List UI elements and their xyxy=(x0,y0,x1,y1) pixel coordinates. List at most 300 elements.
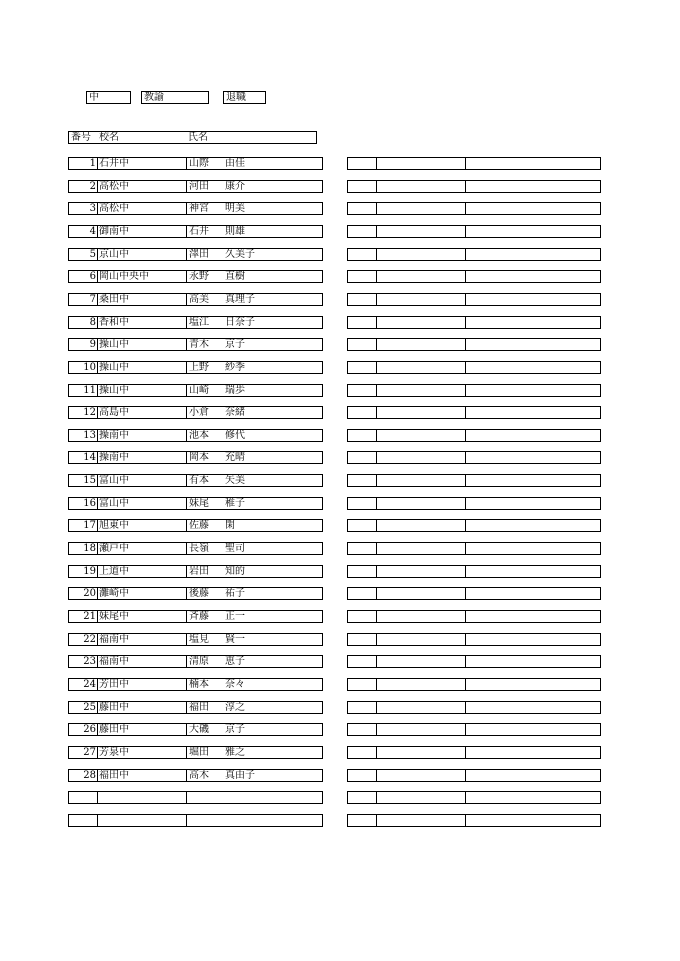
blank-cell xyxy=(465,339,601,350)
row-given-name: 奈緒 xyxy=(225,407,245,418)
blank-cell xyxy=(376,498,465,509)
blank-cell xyxy=(348,588,376,599)
status-field: 退職 xyxy=(223,91,266,104)
row-number: 5 xyxy=(89,249,96,260)
row-family-name: 楠本 xyxy=(189,679,209,690)
row-name xyxy=(186,407,322,418)
row-family-name: 永野 xyxy=(189,271,209,282)
blank-cell xyxy=(376,702,465,713)
row-given-name: 京子 xyxy=(225,724,245,735)
row-name xyxy=(186,271,322,282)
blank-row xyxy=(347,723,601,736)
row-name xyxy=(186,656,322,667)
blank-cell xyxy=(376,543,465,554)
blank-row xyxy=(347,791,601,804)
blank-cell xyxy=(348,498,376,509)
row-school: 操山中 xyxy=(97,385,186,396)
blank-cell xyxy=(465,611,601,622)
blank-cell xyxy=(465,702,601,713)
row-school: 瀬戸中 xyxy=(97,543,186,554)
row-family-name: 有本 xyxy=(189,475,209,486)
row-name xyxy=(186,679,322,690)
blank-cell xyxy=(348,249,376,260)
blank-row xyxy=(347,406,601,419)
row-number: 6 xyxy=(89,271,96,282)
row-name xyxy=(186,566,322,577)
row-number: 13 xyxy=(83,430,96,441)
row-family-name: 高木 xyxy=(189,770,209,781)
row-number: 19 xyxy=(83,566,96,577)
blank-row xyxy=(347,202,601,215)
row-name xyxy=(186,588,322,599)
row-given-name: 康介 xyxy=(225,181,245,192)
table-row xyxy=(68,701,323,714)
row-school: 京山中 xyxy=(97,249,186,260)
row-school: 芳田中 xyxy=(97,679,186,690)
blank-cell xyxy=(376,294,465,305)
row-family-name: 斉藤 xyxy=(189,611,209,622)
row-school: 石井中 xyxy=(97,158,186,169)
blank-row xyxy=(347,814,601,827)
blank-cell xyxy=(465,158,601,169)
row-number: 28 xyxy=(83,770,96,781)
row-family-name: 青木 xyxy=(189,339,209,350)
row-given-name: 聖司 xyxy=(225,543,245,554)
row-number: 20 xyxy=(83,588,96,599)
blank-row xyxy=(347,225,601,238)
blank-cell xyxy=(465,249,601,260)
blank-cell xyxy=(465,770,601,781)
row-family-name: 妹尾 xyxy=(189,498,209,509)
row-name xyxy=(186,792,322,803)
row-given-name: 祐子 xyxy=(225,588,245,599)
row-school: 操山中 xyxy=(97,339,186,350)
blank-cell xyxy=(376,815,465,826)
table-row xyxy=(68,338,323,351)
blank-cell xyxy=(348,543,376,554)
row-family-name: 山際 xyxy=(189,158,209,169)
blank-cell xyxy=(376,203,465,214)
table-row xyxy=(68,406,323,419)
blank-cell xyxy=(348,566,376,577)
blank-cell xyxy=(465,294,601,305)
table-row xyxy=(68,270,323,283)
row-school: 操南中 xyxy=(97,430,186,441)
row-number: 24 xyxy=(83,679,96,690)
row-given-name: 久美子 xyxy=(225,249,255,260)
blank-row xyxy=(347,338,601,351)
row-number: 25 xyxy=(83,702,96,713)
row-family-name: 佐藤 xyxy=(189,520,209,531)
blank-cell xyxy=(348,362,376,373)
row-name xyxy=(186,724,322,735)
row-school: 御南中 xyxy=(97,226,186,237)
blank-row xyxy=(347,270,601,283)
row-school: 操山中 xyxy=(97,362,186,373)
row-school: 藤田中 xyxy=(97,724,186,735)
row-given-name: 明美 xyxy=(225,203,245,214)
table-row xyxy=(68,633,323,646)
row-name xyxy=(186,452,322,463)
table-row xyxy=(68,474,323,487)
row-given-name: 矢美 xyxy=(225,475,245,486)
row-name xyxy=(186,181,322,192)
blank-cell xyxy=(376,566,465,577)
row-given-name: 恵子 xyxy=(225,656,245,667)
row-name xyxy=(186,294,322,305)
table-row xyxy=(68,655,323,668)
row-school: 操南中 xyxy=(97,452,186,463)
blank-cell xyxy=(376,407,465,418)
row-number: 12 xyxy=(83,407,96,418)
row-family-name: 岩田 xyxy=(189,566,209,577)
table-row xyxy=(68,225,323,238)
row-school: 福南中 xyxy=(97,656,186,667)
blank-cell xyxy=(348,158,376,169)
blank-row xyxy=(347,474,601,487)
table-row xyxy=(68,202,323,215)
row-given-name: 修代 xyxy=(225,430,245,441)
blank-row xyxy=(347,565,601,578)
column-header-row xyxy=(68,131,317,144)
row-number: 17 xyxy=(83,520,96,531)
row-family-name: 池本 xyxy=(189,430,209,441)
row-school: 藤田中 xyxy=(97,702,186,713)
blank-cell xyxy=(465,452,601,463)
blank-row xyxy=(347,497,601,510)
table-row xyxy=(68,542,323,555)
blank-row xyxy=(347,633,601,646)
row-name xyxy=(186,770,322,781)
row-school: 岡山中央中 xyxy=(97,271,186,282)
blank-cell xyxy=(376,611,465,622)
row-name xyxy=(186,385,322,396)
blank-cell xyxy=(348,339,376,350)
blank-row xyxy=(347,293,601,306)
row-number: 1 xyxy=(89,158,96,169)
row-given-name: 由佳 xyxy=(225,158,245,169)
position-field: 教諭 xyxy=(141,91,209,104)
table-row xyxy=(68,610,323,623)
row-number: 9 xyxy=(89,339,96,350)
table-row xyxy=(68,497,323,510)
column-header-number: 番号 xyxy=(71,132,91,143)
row-name xyxy=(186,249,322,260)
blank-cell xyxy=(465,543,601,554)
blank-cell xyxy=(348,430,376,441)
blank-cell xyxy=(348,679,376,690)
table-row xyxy=(68,180,323,193)
blank-cell xyxy=(465,588,601,599)
row-name xyxy=(186,158,322,169)
row-given-name: 閑 xyxy=(225,520,235,531)
row-number: 23 xyxy=(83,656,96,667)
row-number xyxy=(69,792,97,803)
blank-row xyxy=(347,157,601,170)
level-field: 中 xyxy=(86,91,131,104)
row-given-name: 直樹 xyxy=(225,271,245,282)
row-given-name: 知的 xyxy=(225,566,245,577)
row-name xyxy=(186,815,322,826)
blank-cell xyxy=(348,770,376,781)
row-number: 8 xyxy=(89,317,96,328)
blank-cell xyxy=(348,634,376,645)
table-row xyxy=(68,361,323,374)
blank-cell xyxy=(465,498,601,509)
blank-cell xyxy=(376,656,465,667)
row-school: 桑田中 xyxy=(97,294,186,305)
blank-cell xyxy=(376,634,465,645)
row-school: 灘崎中 xyxy=(97,588,186,599)
blank-cell xyxy=(348,611,376,622)
row-given-name: 京子 xyxy=(225,339,245,350)
table-row xyxy=(68,293,323,306)
blank-row xyxy=(347,248,601,261)
row-family-name: 大磯 xyxy=(189,724,209,735)
blank-cell xyxy=(348,226,376,237)
row-name xyxy=(186,475,322,486)
row-family-name: 堀田 xyxy=(189,747,209,758)
blank-cell xyxy=(376,385,465,396)
blank-cell xyxy=(348,747,376,758)
table-row xyxy=(68,814,323,827)
blank-cell xyxy=(465,747,601,758)
blank-cell xyxy=(465,679,601,690)
table-row xyxy=(68,384,323,397)
blank-cell xyxy=(465,815,601,826)
blank-cell xyxy=(465,362,601,373)
blank-cell xyxy=(376,317,465,328)
blank-cell xyxy=(376,452,465,463)
blank-cell xyxy=(465,385,601,396)
row-family-name: 上野 xyxy=(189,362,209,373)
row-school xyxy=(97,792,186,803)
row-family-name: 岡本 xyxy=(189,452,209,463)
row-number xyxy=(69,815,97,826)
blank-cell xyxy=(376,770,465,781)
table-row xyxy=(68,587,323,600)
row-name xyxy=(186,226,322,237)
blank-cell xyxy=(348,475,376,486)
blank-row xyxy=(347,519,601,532)
row-number: 4 xyxy=(89,226,96,237)
row-number: 14 xyxy=(83,452,96,463)
blank-cell xyxy=(465,656,601,667)
row-given-name: 雅之 xyxy=(225,747,245,758)
blank-cell xyxy=(348,815,376,826)
blank-cell xyxy=(376,226,465,237)
blank-row xyxy=(347,384,601,397)
row-school: 妹尾中 xyxy=(97,611,186,622)
blank-cell xyxy=(376,747,465,758)
row-family-name: 高美 xyxy=(189,294,209,305)
blank-cell xyxy=(348,317,376,328)
row-name xyxy=(186,702,322,713)
row-given-name: 稚子 xyxy=(225,498,245,509)
blank-cell xyxy=(348,271,376,282)
table-row xyxy=(68,248,323,261)
blank-row xyxy=(347,746,601,759)
blank-cell xyxy=(376,430,465,441)
row-name xyxy=(186,520,322,531)
row-number: 3 xyxy=(89,203,96,214)
row-given-name: 奈々 xyxy=(225,679,245,690)
blank-cell xyxy=(465,203,601,214)
row-given-name: 則雄 xyxy=(225,226,245,237)
row-family-name: 長嶺 xyxy=(189,543,209,554)
row-name xyxy=(186,317,322,328)
row-given-name: 紗季 xyxy=(225,362,245,373)
blank-cell xyxy=(465,226,601,237)
row-number: 2 xyxy=(89,181,96,192)
blank-cell xyxy=(348,702,376,713)
blank-cell xyxy=(348,203,376,214)
blank-cell xyxy=(376,520,465,531)
blank-cell xyxy=(465,520,601,531)
row-family-name: 塩見 xyxy=(189,634,209,645)
blank-row xyxy=(347,678,601,691)
table-row xyxy=(68,429,323,442)
table-row xyxy=(68,157,323,170)
blank-cell xyxy=(376,588,465,599)
row-number: 15 xyxy=(83,475,96,486)
blank-cell xyxy=(376,339,465,350)
row-family-name: 塩江 xyxy=(189,317,209,328)
blank-cell xyxy=(348,181,376,192)
blank-row xyxy=(347,587,601,600)
row-family-name: 後藤 xyxy=(189,588,209,599)
blank-cell xyxy=(376,475,465,486)
blank-row xyxy=(347,451,601,464)
blank-cell xyxy=(465,181,601,192)
row-given-name: 淳之 xyxy=(225,702,245,713)
blank-cell xyxy=(376,724,465,735)
blank-cell xyxy=(376,271,465,282)
blank-cell xyxy=(348,520,376,531)
table-row xyxy=(68,451,323,464)
table-row xyxy=(68,769,323,782)
blank-row xyxy=(347,769,601,782)
row-school: 福南中 xyxy=(97,634,186,645)
row-school: 芳泉中 xyxy=(97,747,186,758)
row-number: 10 xyxy=(83,362,96,373)
blank-cell xyxy=(465,407,601,418)
row-number: 16 xyxy=(83,498,96,509)
blank-cell xyxy=(376,249,465,260)
blank-cell xyxy=(465,475,601,486)
row-family-name: 神宮 xyxy=(189,203,209,214)
row-given-name: 正一 xyxy=(225,611,245,622)
row-family-name: 福田 xyxy=(189,702,209,713)
row-number: 21 xyxy=(83,611,96,622)
table-row xyxy=(68,678,323,691)
row-school: 富山中 xyxy=(97,498,186,509)
blank-cell xyxy=(376,792,465,803)
blank-row xyxy=(347,610,601,623)
row-given-name: 充晴 xyxy=(225,452,245,463)
table-row xyxy=(68,565,323,578)
blank-cell xyxy=(348,452,376,463)
blank-cell xyxy=(376,158,465,169)
row-name xyxy=(186,611,322,622)
blank-cell xyxy=(465,566,601,577)
row-name xyxy=(186,362,322,373)
blank-cell xyxy=(348,385,376,396)
blank-row xyxy=(347,655,601,668)
row-name xyxy=(186,498,322,509)
row-school: 福田中 xyxy=(97,770,186,781)
row-number: 18 xyxy=(83,543,96,554)
row-school: 高松中 xyxy=(97,203,186,214)
row-number: 26 xyxy=(83,724,96,735)
row-school: 高島中 xyxy=(97,407,186,418)
blank-cell xyxy=(348,656,376,667)
row-given-name: 真理子 xyxy=(225,294,255,305)
row-number: 11 xyxy=(83,385,96,396)
blank-cell xyxy=(465,430,601,441)
blank-row xyxy=(347,361,601,374)
blank-cell xyxy=(376,679,465,690)
blank-cell xyxy=(465,634,601,645)
row-family-name: 石井 xyxy=(189,226,209,237)
blank-row xyxy=(347,542,601,555)
blank-cell xyxy=(376,181,465,192)
table-row xyxy=(68,316,323,329)
row-school: 香和中 xyxy=(97,317,186,328)
blank-cell xyxy=(348,294,376,305)
row-number: 27 xyxy=(83,747,96,758)
row-name xyxy=(186,634,322,645)
column-header-school: 校名 xyxy=(99,132,119,143)
row-family-name: 清原 xyxy=(189,656,209,667)
row-given-name: 瑞歩 xyxy=(225,385,245,396)
blank-cell xyxy=(465,792,601,803)
row-number: 7 xyxy=(89,294,96,305)
blank-cell xyxy=(465,724,601,735)
blank-cell xyxy=(348,724,376,735)
row-family-name: 山崎 xyxy=(189,385,209,396)
blank-cell xyxy=(465,271,601,282)
blank-cell xyxy=(376,362,465,373)
row-name xyxy=(186,747,322,758)
row-school xyxy=(97,815,186,826)
blank-cell xyxy=(465,317,601,328)
blank-row xyxy=(347,180,601,193)
table-row xyxy=(68,519,323,532)
row-family-name: 河田 xyxy=(189,181,209,192)
row-family-name: 小倉 xyxy=(189,407,209,418)
blank-row xyxy=(347,316,601,329)
blank-cell xyxy=(348,792,376,803)
column-header-name: 氏名 xyxy=(188,132,208,143)
row-family-name: 澤田 xyxy=(189,249,209,260)
row-name xyxy=(186,203,322,214)
row-given-name: 賢一 xyxy=(225,634,245,645)
row-given-name: 真由子 xyxy=(225,770,255,781)
blank-row xyxy=(347,429,601,442)
row-name xyxy=(186,339,322,350)
table-row xyxy=(68,746,323,759)
blank-row xyxy=(347,701,601,714)
row-number: 22 xyxy=(83,634,96,645)
row-school: 富山中 xyxy=(97,475,186,486)
table-row xyxy=(68,791,323,804)
row-school: 高松中 xyxy=(97,181,186,192)
row-name xyxy=(186,430,322,441)
table-row xyxy=(68,723,323,736)
row-name xyxy=(186,543,322,554)
row-school: 旭東中 xyxy=(97,520,186,531)
